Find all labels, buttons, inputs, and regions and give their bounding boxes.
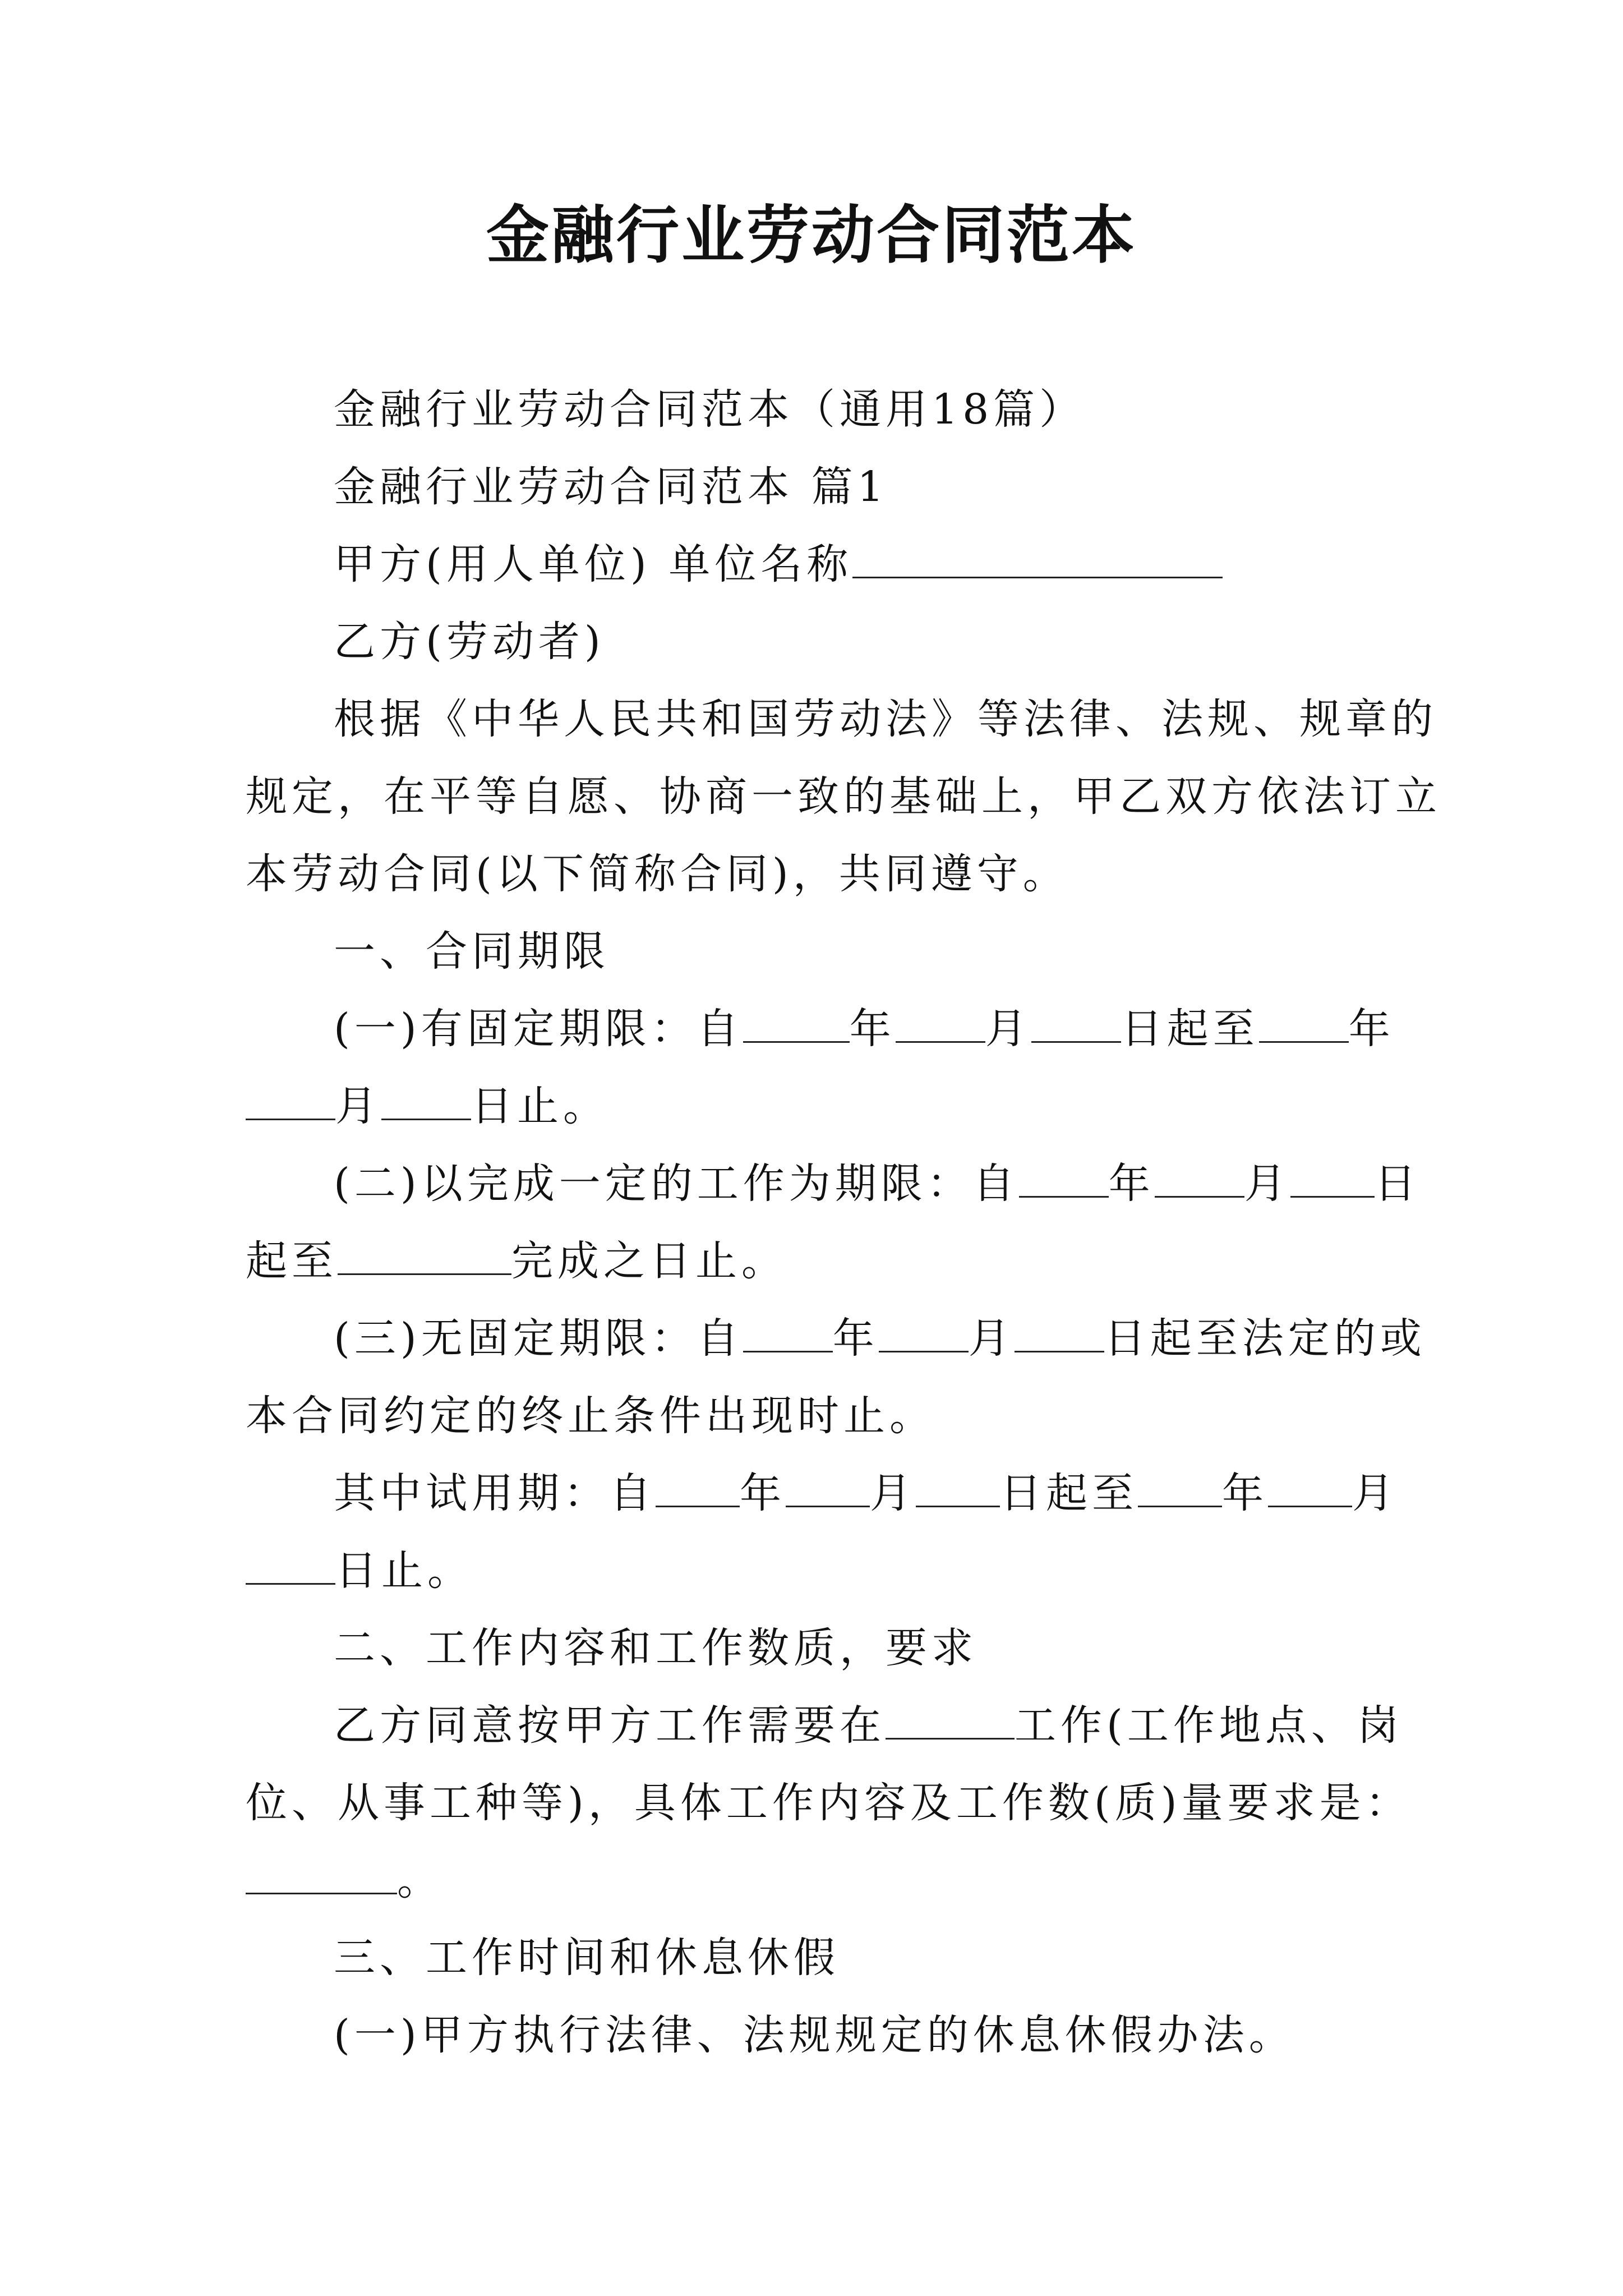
- text-segment: 月: [968, 1314, 1015, 1363]
- body-line: 本劳动合同(以下简称合同)，共同遵守。: [246, 850, 1069, 898]
- day-blank[interactable]: [1031, 1002, 1121, 1043]
- month-blank[interactable]: [1155, 1157, 1244, 1198]
- text-segment: 乙方同意按甲方工作需要在: [334, 1701, 886, 1750]
- clause-heading: 三、工作时间和休息休假: [334, 1934, 840, 1982]
- body-line: 位、从事工种等)，具体工作内容及工作数(质)量要求是：: [246, 1779, 1412, 1827]
- body-line: (一)甲方执行法律、法规规定的休息休假办法。: [334, 2011, 1295, 2059]
- fixed-term-line-end: [246, 1078, 609, 1134]
- month-blank[interactable]: [1268, 1466, 1352, 1507]
- fill-blank[interactable]: [852, 537, 1223, 578]
- year-blank[interactable]: [1138, 1466, 1222, 1507]
- year-blank[interactable]: [1259, 1002, 1349, 1043]
- day-blank[interactable]: [246, 1544, 335, 1585]
- text-segment: 月: [1352, 1469, 1398, 1517]
- text-segment: 日止。: [335, 1547, 473, 1595]
- work-blank[interactable]: [886, 1699, 1015, 1740]
- document-title: 金融行业劳动合同范本: [486, 199, 1137, 272]
- year-blank[interactable]: [743, 1002, 850, 1043]
- text-segment: 年: [1348, 1005, 1395, 1053]
- text-segment: 年: [832, 1314, 879, 1363]
- text-segment: (一)有固定期限：自: [334, 1005, 743, 1053]
- text-segment: 日: [1374, 1159, 1421, 1208]
- month-blank[interactable]: [879, 1312, 969, 1352]
- text-segment: 日起至: [1000, 1469, 1138, 1517]
- text-segment: 完成之日止。: [511, 1237, 787, 1285]
- body-line: 根据《中华人民共和国劳动法》等法律、法规、规章的: [334, 695, 1437, 743]
- day-blank[interactable]: [381, 1079, 471, 1120]
- clause-heading: 一、合同期限: [334, 927, 610, 976]
- fixed-term-line: [334, 1001, 1395, 1057]
- task-term-line: [334, 1156, 1421, 1212]
- month-blank[interactable]: [786, 1466, 870, 1507]
- task-term-line-end: [246, 1233, 787, 1289]
- text-segment: 起至: [246, 1237, 338, 1285]
- text-segment: (二)以完成一定的工作为期限：自: [334, 1159, 1019, 1208]
- party-b-line: 乙方(劳动者): [334, 618, 605, 666]
- clause-heading: 二、工作内容和工作数质，要求: [334, 1624, 978, 1672]
- text-segment: 日止。: [471, 1082, 609, 1130]
- month-blank[interactable]: [896, 1002, 985, 1043]
- text-segment: 日起至: [1121, 1005, 1259, 1053]
- day-blank[interactable]: [1015, 1312, 1104, 1352]
- text-segment: 月: [985, 1005, 1031, 1053]
- body-line: 规定，在平等自愿、协商一致的基础上，甲乙双方依法订立: [246, 772, 1441, 821]
- text-segment: 其中试用期：自: [334, 1469, 656, 1517]
- text-segment: 月: [1244, 1159, 1290, 1208]
- requirement-blank[interactable]: [246, 1853, 397, 1894]
- text-segment: 工作(工作地点、岗: [1015, 1701, 1403, 1750]
- subtitle-line: 金融行业劳动合同范本（通用18篇）: [334, 385, 1086, 434]
- year-blank[interactable]: [656, 1466, 740, 1507]
- text-segment: 月: [335, 1082, 381, 1130]
- party-a-label: 甲方(用人单位) 单位名称: [334, 540, 853, 588]
- year-blank[interactable]: [743, 1312, 833, 1352]
- task-blank[interactable]: [338, 1234, 511, 1275]
- text-segment: 年: [1222, 1469, 1268, 1517]
- work-place-line: [334, 1697, 1403, 1754]
- text-segment: 日起至法定的或: [1104, 1314, 1426, 1363]
- day-blank[interactable]: [916, 1466, 1000, 1507]
- year-blank[interactable]: [1019, 1157, 1109, 1198]
- work-line-end: [246, 1852, 443, 1908]
- text-segment: 年: [849, 1005, 896, 1053]
- open-term-line: [334, 1310, 1426, 1366]
- month-blank[interactable]: [246, 1079, 335, 1120]
- party-a-line: [334, 536, 1223, 592]
- text-segment: 年: [740, 1469, 786, 1517]
- text-segment: 年: [1108, 1159, 1155, 1208]
- open-term-line-end: 本合同约定的终止条件出现时止。: [246, 1392, 935, 1440]
- text-segment: 月: [870, 1469, 916, 1517]
- text-segment: (三)无固定期限：自: [334, 1314, 743, 1363]
- probation-line: [334, 1465, 1398, 1521]
- day-blank[interactable]: [1290, 1157, 1375, 1198]
- text-segment: 。: [397, 1856, 443, 1904]
- probation-line-end: [246, 1543, 473, 1599]
- section-heading: 金融行业劳动合同范本 篇1: [334, 463, 888, 511]
